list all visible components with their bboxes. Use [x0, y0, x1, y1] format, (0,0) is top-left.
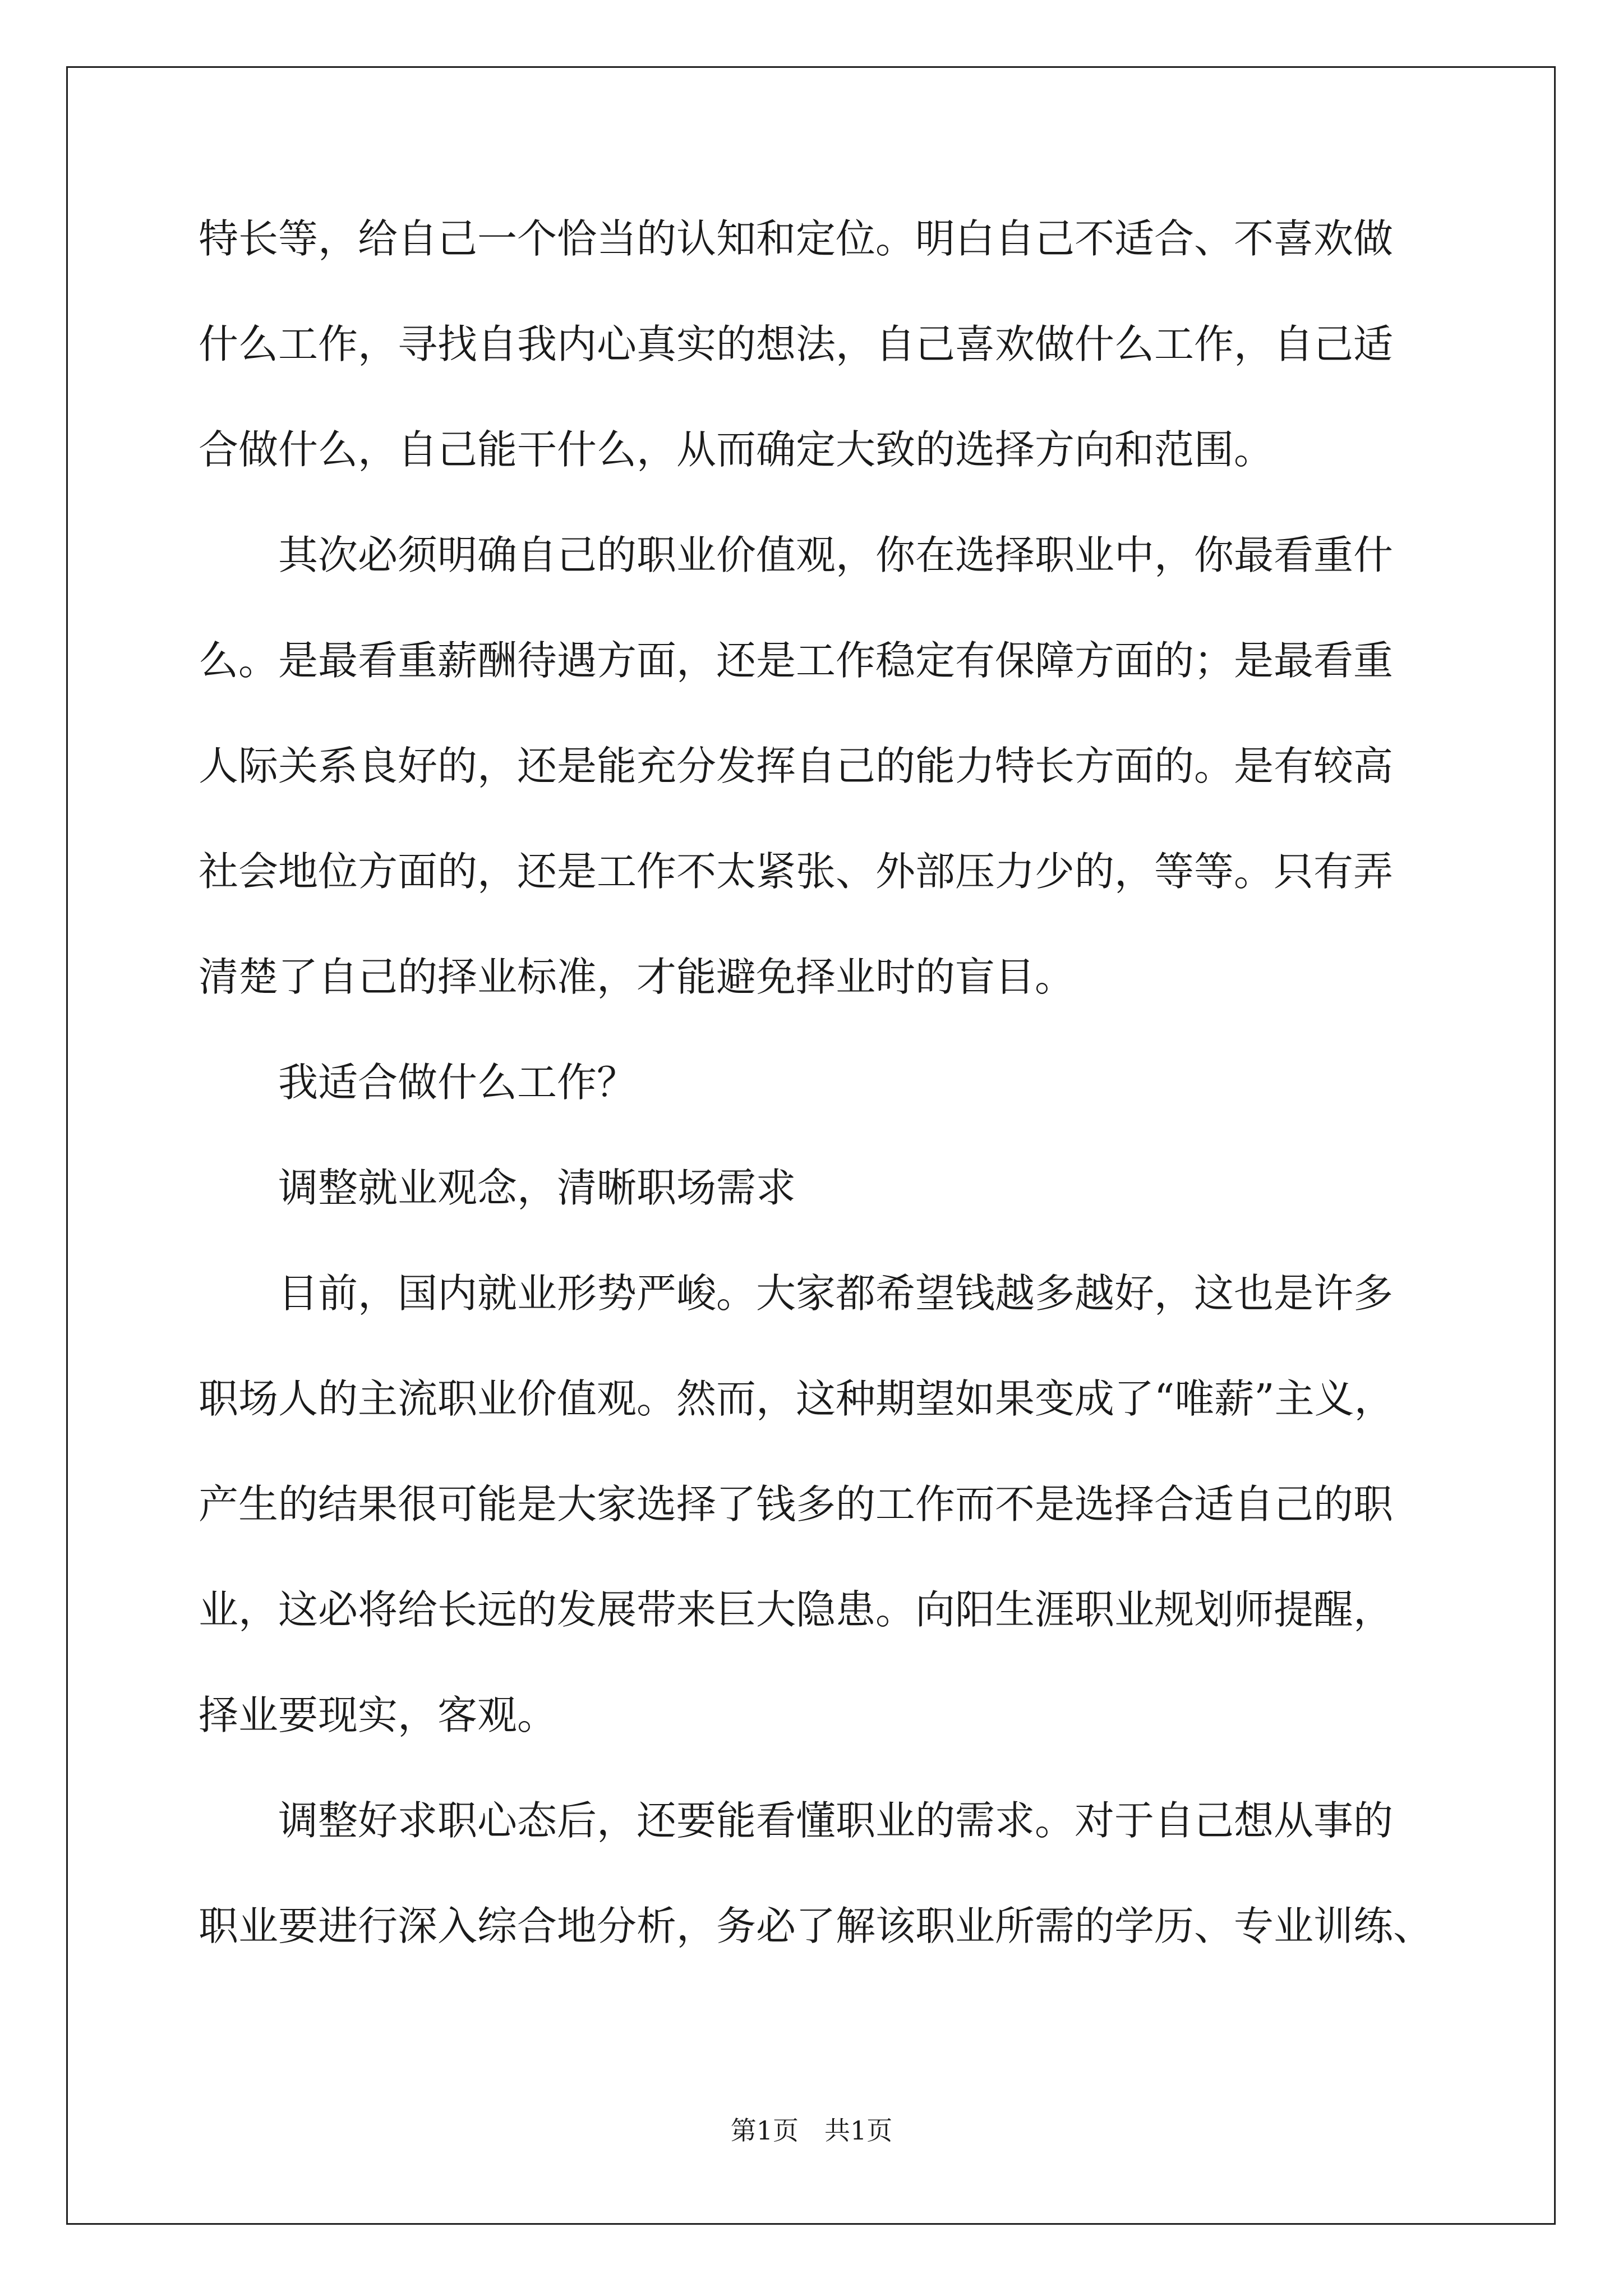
text-line: 特长等，给自己一个恰当的认知和定位。明白自己不适合、不喜欢做	[199, 215, 1394, 262]
text-line: 社会地位方面的，还是工作不太紧张、外部压力少的，等等。只有弄	[199, 848, 1394, 895]
document-body	[199, 213, 1433, 1952]
text-line: 产生的结果很可能是大家选择了钱多的工作而不是选择合适自己的职	[199, 1481, 1394, 1527]
text-line: 目前，国内就业形势严峻。大家都希望钱越多越好，这也是许多	[199, 1270, 1394, 1317]
text-line: 什么工作，寻找自我内心真实的想法，自己喜欢做什么工作，自己适	[199, 321, 1394, 367]
text-line: 么。是最看重薪酬待遇方面，还是工作稳定有保障方面的；是最看重	[199, 637, 1394, 684]
text-line: 职业要进行深入综合地分析，务必了解该职业所需的学历、专业训练、	[199, 1903, 1433, 1949]
text-line: 合做什么，自己能干什么，从而确定大致的选择方向和范围。	[199, 426, 1274, 473]
text-line: 调整好求职心态后，还要能看懂职业的需求。对于自己想从事的	[199, 1797, 1394, 1844]
text-line: 业，这必将给长远的发展带来巨大隐患。向阳生涯职业规划师提醒，	[199, 1586, 1394, 1633]
text-line: 人际关系良好的，还是能充分发挥自己的能力特长方面的。是有较高	[199, 743, 1394, 789]
section-heading: 我适合做什么工作？	[199, 1059, 637, 1106]
page-footer: 第1页 共1页	[730, 2115, 893, 2146]
text-line: 其次必须明确自己的职业价值观，你在选择职业中，你最看重什	[199, 532, 1394, 578]
text-line: 清楚了自己的择业标准，才能避免择业时的盲目。	[199, 954, 1075, 1000]
text-line: 职场人的主流职业价值观。然而，这种期望如果变成了“唯薪”主义，	[199, 1375, 1394, 1422]
text-line: 择业要现实，客观。	[199, 1692, 557, 1738]
section-heading: 调整就业观念，清晰职场需求	[199, 1165, 796, 1211]
